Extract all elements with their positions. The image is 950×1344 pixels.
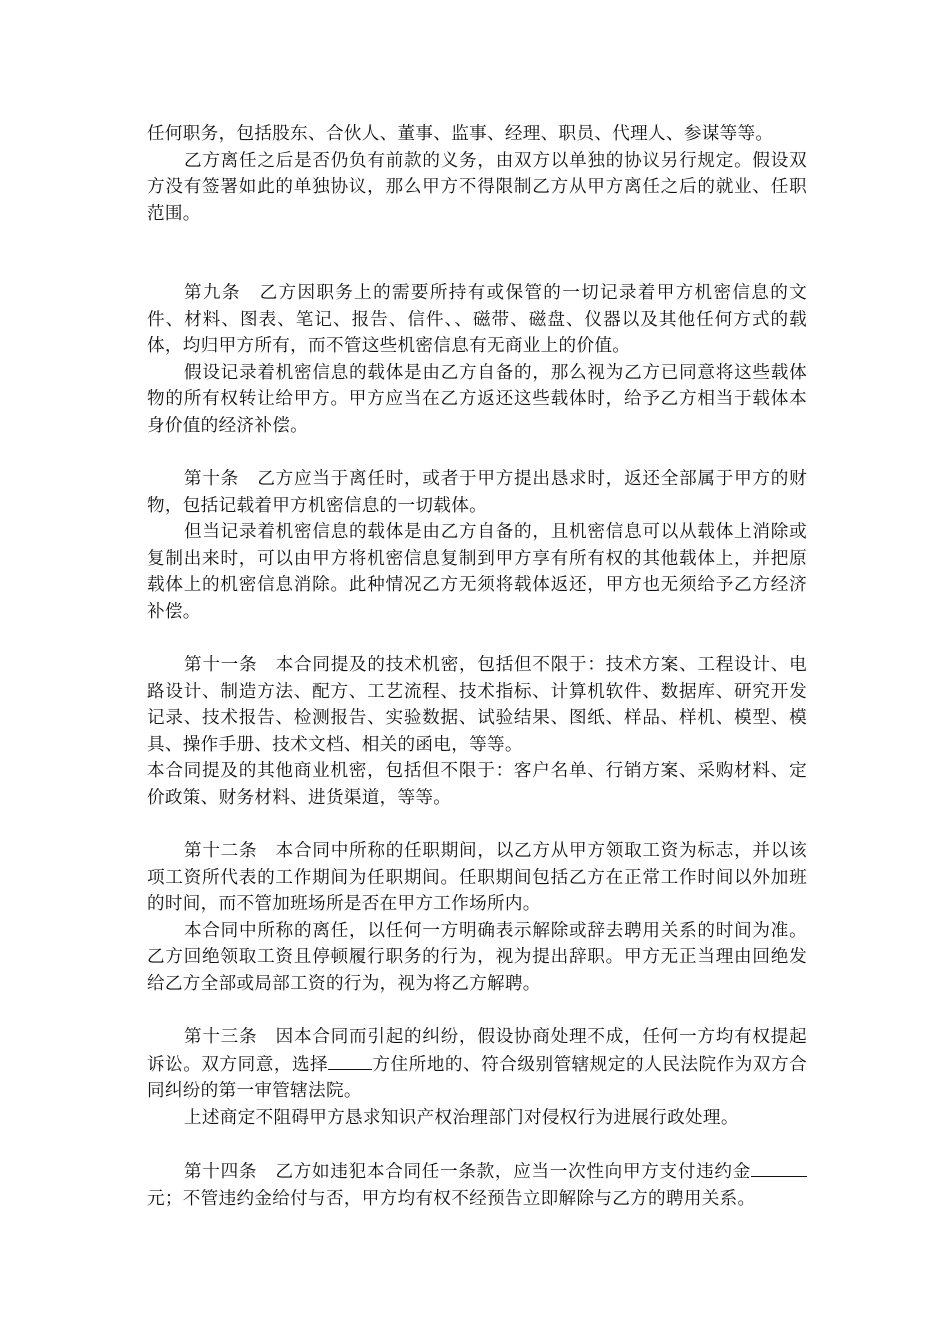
- spacer: [147, 1131, 807, 1158]
- spacer: [147, 625, 807, 652]
- article-10-paragraph-2: 但当记录着机密信息的载体是由乙方自备的，且机密信息可以从载体上消除或复制出来时，可以由甲方将机密信息复制到甲方享有所有权的其他载体上，并把原载体上的机密信息消除。此种情况乙方无须将载体返还，甲方也无须给予乙方经济补偿。: [147, 522, 807, 622]
- article-9-paragraph-2: 假设记录着机密信息的载体是由乙方自备的，那么视为乙方已同意将这些载体物的所有权转让给甲方。甲方应当在乙方返还这些载体时，给予乙方相当于载体本身价值的经济补偿。: [147, 362, 807, 436]
- spacer: [147, 997, 807, 1024]
- article-13-paragraph-2: 上述商定不阻碍甲方恳求知识产权治理部门对侵权行为进展行政处理。: [184, 1107, 739, 1128]
- article-10-paragraph-1: 第十条 乙方应当于离任时，或者于甲方提出恳求时，返还全部属于甲方的财物，包括记载着甲方机密信息的一切载体。: [147, 469, 807, 516]
- court-party-blank: [328, 1051, 372, 1070]
- spacer: [147, 811, 807, 838]
- document-page: [147, 121, 807, 1212]
- spacer: [147, 439, 807, 466]
- spacer: [147, 227, 807, 280]
- article-11-paragraph-2: 本合同提及的其他商业机密，包括但不限于：客户名单、行销方案、采购材料、定价政策、财务材料、进货渠道，等等。: [147, 761, 807, 808]
- article-14-text-a: 第十四条 乙方如违犯本合同任一条款，应当一次性向甲方支付违约金: [184, 1162, 751, 1182]
- article-9-paragraph-1: 第九条 乙方因职务上的需要所持有或保管的一切记录着甲方机密信息的文件、材料、图表、笔记、报告、信件、、磁带、磁盘、仪器以及其他任何方式的载体，均归甲方所有，而不管这些机密信息有无商业上的价值。: [147, 283, 807, 356]
- article-12-paragraph-1: 第十二条 本合同中所称的任职期间，以乙方从甲方领取工资为标志，并以该项工资所代表的工作期间为任职期间。任职期间包括乙方在正常工作时间以外加班的时间，而不管加班场所是否在甲方工作场所内。: [147, 841, 807, 914]
- penalty-amount-blank: [751, 1158, 807, 1177]
- article-13-paragraph-1: [147, 1024, 807, 1105]
- article-11-paragraph-1: 第十一条 本合同提及的技术机密，包括但不限于：技术方案、工程设计、电路设计、制造方法、配方、工艺流程、技术指标、计算机软件、数据库、研究开发记录、技术报告、检测报告、实验数据、试验结果、图纸、样品、样机、模型、模具、操作手册、技术文档、相关的函电，等等。: [147, 655, 807, 755]
- article-14-text-b: 元；不管违约金给付与否，甲方均有权不经预告立即解除与乙方的聘用关系。: [147, 1188, 756, 1209]
- paragraph-post-departure: 乙方离任之后是否仍负有前款的义务，由双方以单独的协议另行规定。假设双方没有签署如此的单独协议，那么甲方不得限制乙方从甲方离任之后的就业、任职范围。: [147, 150, 807, 224]
- article-12-paragraph-2: 本合同中所称的离任，以任何一方明确表示解除或辞去聘用关系的时间为准。乙方回绝领取工资且停顿履行职务的行为，视为提出辞职。甲方无正当理由回绝发给乙方全部或局部工资的行为，视为将乙方解聘。: [147, 920, 807, 994]
- article-14-paragraph-1: [147, 1158, 807, 1212]
- paragraph-continuation: 任何职务，包括股东、合伙人、董事、监事、经理、职员、代理人、参谋等等。: [147, 124, 774, 144]
- article-13-text-a: 第十三条 因本合同而引起的纠纷，假设协商处理不成，任何一方均有权提起诉讼。双方同意，选择: [147, 1027, 807, 1075]
- article-13-text-b: 方住所地的、符合级别管辖规定的人民法院作为双方合同纠纷的第一审管辖法院。: [147, 1054, 807, 1101]
